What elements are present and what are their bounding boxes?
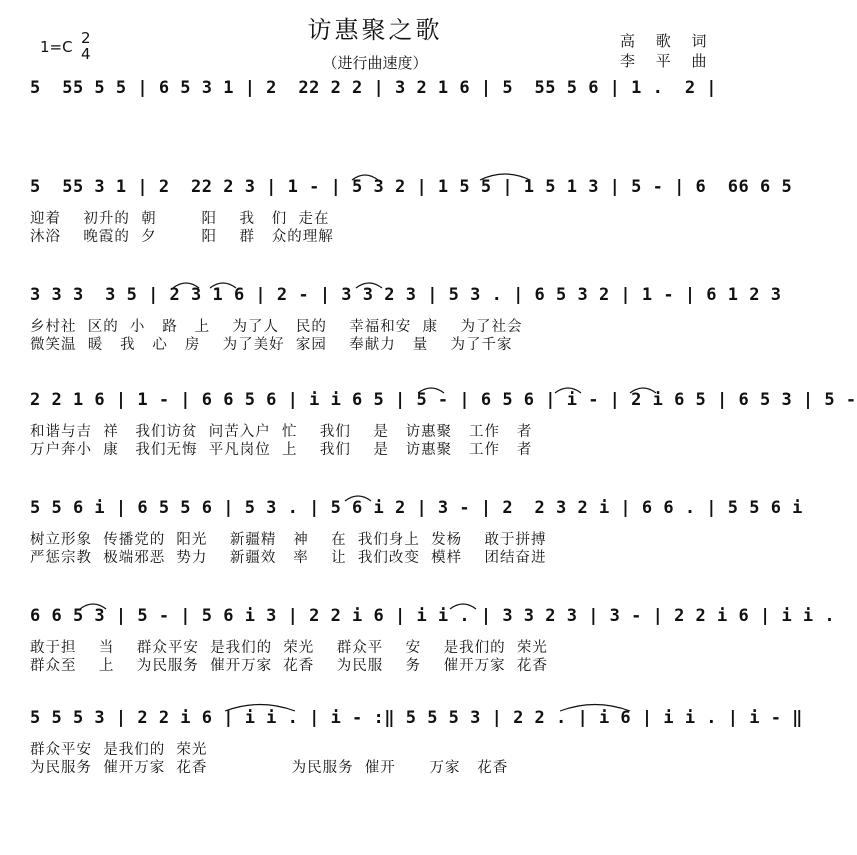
slur-mark: [450, 604, 476, 609]
score-row-1: 5 55 5 5 | 6 5 3 1 | 2 22 2 2 | 3 2 1 6 | 5 55 5 6 | 1 . 2 |: [30, 78, 718, 98]
lyric-row-4-verse-2: 万户奔小 康 我们无悔 平凡岗位 上 我们 是 访惠聚 工作 者: [30, 442, 533, 458]
lyric-row-3-verse-2: 微笑温 暖 我 心 房 为了美好 家园 奉献力 量 为了千家: [30, 337, 513, 353]
slur-mark: [560, 705, 630, 712]
lyric-row-6-verse-2: 群众至 上 为民服务 催开万家 花香 为民服 务 催开万家 花香: [30, 658, 548, 674]
slur-mark: [210, 283, 236, 288]
score-row-3: 3 3 3 3 5 | 2 3 1 6 | 2 - | 3 3 2 3 | 5 3 . | 6 5 3 2 | 1 - | 6 1 2 3: [30, 285, 782, 305]
tempo-marking: （进行曲速度）: [322, 54, 428, 72]
slur-mark: [345, 496, 371, 501]
lyric-row-7-verse-2: 为民服务 催开万家 花香 为民服务 催开 万家 花香: [30, 760, 509, 776]
slur-mark: [555, 388, 581, 393]
composer-credit: 李 平 曲: [620, 52, 715, 70]
slur-mark: [356, 283, 382, 288]
lyricist-credit: 高 歌 词: [620, 32, 715, 50]
lyric-row-5-verse-1: 树立形象 传播党的 阳光 新疆精 神 在 我们身上 发杨 敢于拼搏: [30, 532, 547, 548]
slur-mark: [418, 388, 444, 393]
slur-mark: [480, 174, 530, 180]
song-title: 访惠聚之歌: [307, 16, 443, 44]
score-row-4: 2 2 1 6 | 1 - | 6 6 5 6 | i i 6 5 | 5 - | 6 5 6 | i - | 2 i 6 5 | 6 5 3 | 5 -: [30, 390, 857, 410]
slur-mark: [173, 283, 199, 288]
lyric-row-7-verse-1: 群众平安 是我们的 荣光: [30, 742, 208, 758]
score-row-6: 6 6 5 3 | 5 - | 5 6 i 3 | 2 2 i 6 | i i . | 3 3 2 3 | 3 - | 2 2 i 6 | i i .: [30, 606, 836, 626]
score-row-5: 5 5 6 i | 6 5 5 6 | 5 3 . | 5 6 i 2 | 3 - | 2 2 3 2 i | 6 6 . | 5 5 6 i: [30, 498, 803, 518]
lyric-row-6-verse-1: 敢于担 当 群众平安 是我们的 荣光 群众平 安 是我们的 荣光: [30, 640, 548, 656]
key-signature: 1=C: [40, 38, 73, 56]
slur-mark: [352, 175, 378, 180]
time-signature-bottom: 4: [81, 45, 91, 63]
score-row-2: 5 55 3 1 | 2 22 2 3 | 1 - | 5 3 2 | 1 5 5 | 1 5 1 3 | 5 - | 6 66 6 5: [30, 177, 793, 197]
lyric-row-2-verse-1: 迎着 初升的 朝 阳 我 们 走在: [30, 211, 330, 227]
slur-mark: [225, 705, 295, 712]
slur-mark: [80, 604, 106, 609]
lyric-row-4-verse-1: 和谐与吉 祥 我们访贫 问苦入户 忙 我们 是 访惠聚 工作 者: [30, 424, 533, 440]
lyric-row-3-verse-1: 乡村社 区的 小 路 上 为了人 民的 幸福和安 康 为了社会: [30, 319, 523, 335]
lyric-row-5-verse-2: 严惩宗教 极端邪恶 势力 新疆效 率 让 我们改变 模样 团结奋进: [30, 550, 547, 566]
time-signature-top: 2: [81, 29, 91, 47]
slur-mark: [630, 388, 656, 393]
lyric-row-2-verse-2: 沐浴 晚霞的 夕 阳 群 众的理解: [30, 229, 334, 245]
score-row-7: 5 5 5 3 | 2 2 i 6 | i i . | i - :‖ 5 5 5 3 | 2 2 . | i 6 | i i . | i - ‖: [30, 708, 803, 728]
